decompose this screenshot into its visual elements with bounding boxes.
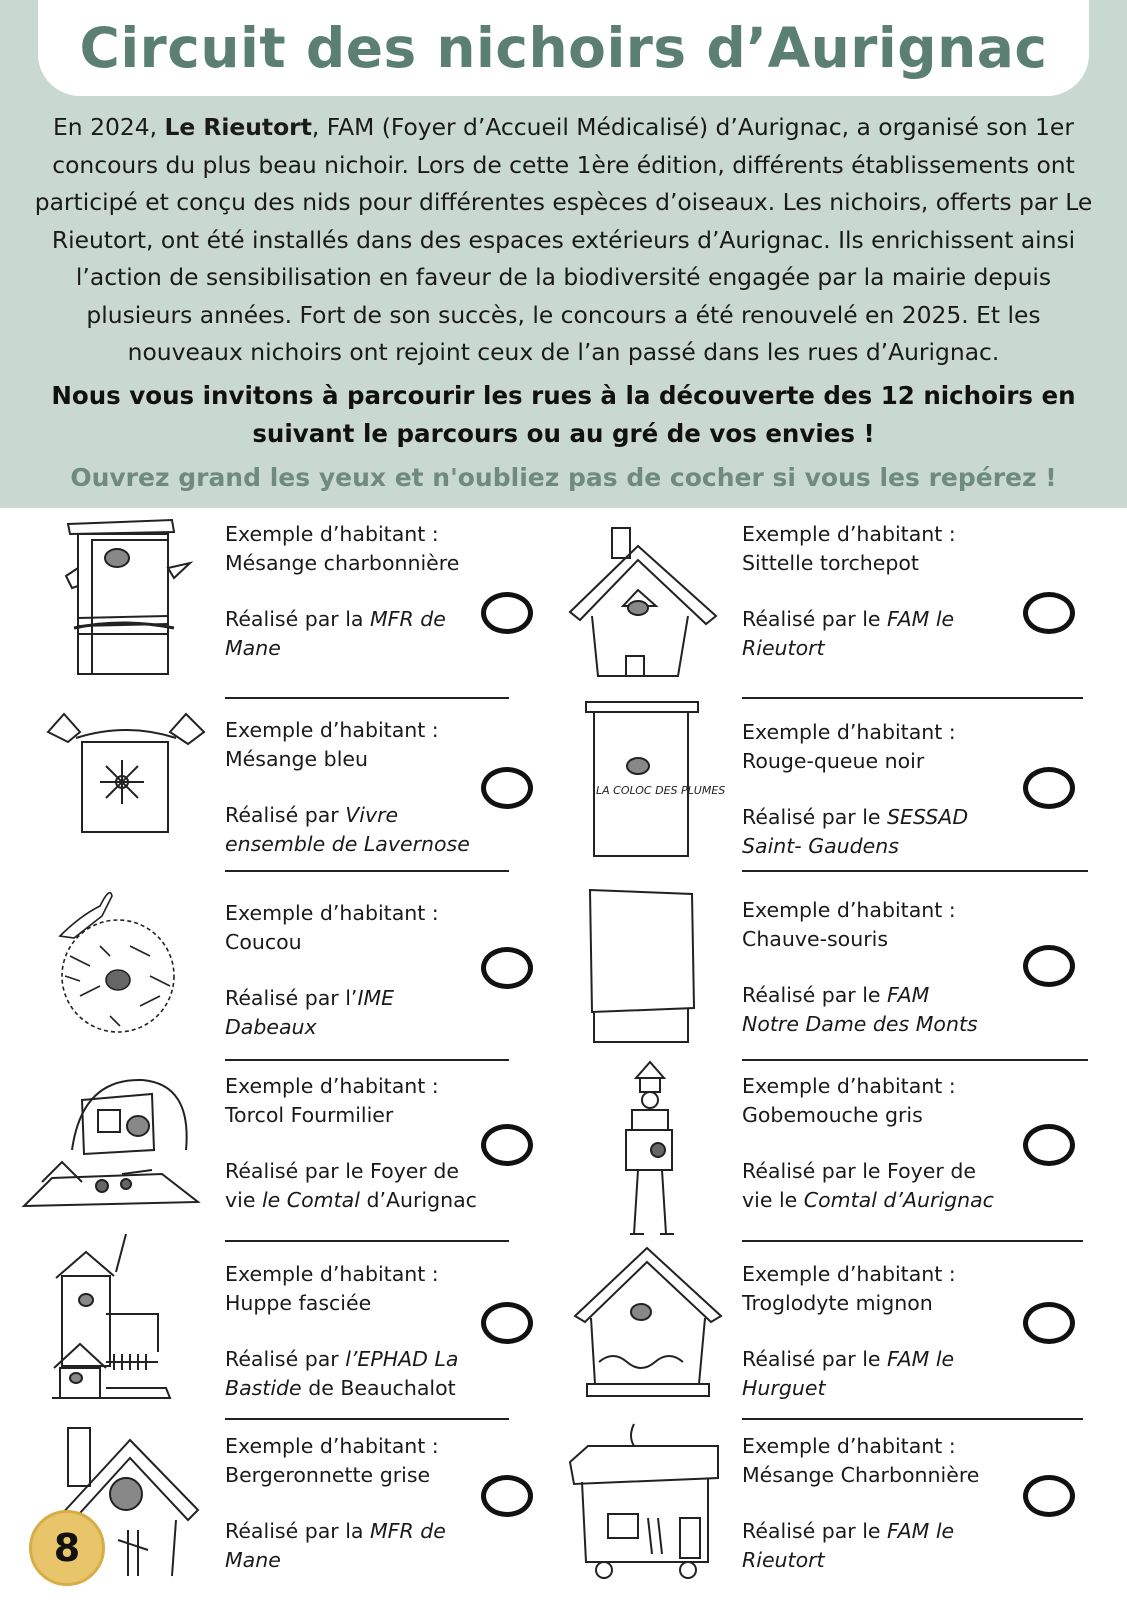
birdhouse-icon: [46, 712, 206, 837]
birdhouse-icon: [568, 1422, 724, 1582]
nest-info-11: [225, 1432, 475, 1575]
habitant-name: Rouge-queue noir: [742, 749, 925, 773]
checkbox-3[interactable]: [481, 767, 533, 809]
nest-info-7: [225, 1072, 485, 1215]
habitant-label: Exemple d’habitant :: [225, 1434, 439, 1458]
nest-icon: [50, 876, 186, 1036]
checkbox-4[interactable]: [1023, 767, 1075, 809]
intro-paragraph: [26, 109, 1101, 372]
divider: [225, 1059, 509, 1061]
nest-lettering: LA COLOC DES PLUMES: [596, 784, 726, 797]
checkbox-10[interactable]: [1023, 1302, 1075, 1344]
page-number: 8: [53, 1526, 81, 1570]
intro-prefix: En 2024,: [53, 113, 165, 141]
habitant-name: Bergeronnette grise: [225, 1463, 431, 1487]
checkbox-1[interactable]: [481, 592, 533, 634]
habitant-label: Exemple d’habitant :: [742, 522, 956, 546]
divider: [742, 870, 1088, 872]
intro-org: Le Rieutort: [164, 113, 312, 141]
habitant-name: Mésange charbonnière: [225, 551, 460, 575]
habitant-name: Coucou: [225, 930, 302, 954]
nest-info-6: [742, 896, 992, 1039]
habitant-label: Exemple d’habitant :: [742, 1074, 956, 1098]
divider: [742, 1418, 1083, 1420]
habitant-label: Exemple d’habitant :: [225, 522, 439, 546]
birdhouse-icon: [22, 1070, 206, 1212]
divider: [742, 697, 1083, 699]
checkbox-12[interactable]: [1023, 1475, 1075, 1517]
maker-credit: Réalisé par le SESSAD Saint- Gaudens: [742, 805, 969, 858]
nest-info-1: [225, 520, 475, 663]
divider: [742, 1059, 1088, 1061]
lookout-text: Ouvrez grand les yeux et n'oubliez pas de cocher si vous les repérez !: [70, 463, 1057, 492]
nest-info-5: [225, 899, 475, 1042]
habitant-name: Huppe fasciée: [225, 1291, 372, 1315]
nest-info-10: [742, 1260, 1002, 1403]
nest-info-2: [742, 520, 992, 663]
checkbox-11[interactable]: [481, 1475, 533, 1517]
maker-credit: Réalisé par la MFR de Mane: [225, 1519, 446, 1572]
maker-credit: Réalisé par l’IME Dabeaux: [225, 986, 395, 1039]
habitant-name: Chauve-souris: [742, 927, 889, 951]
habitant-name: Mésange Charbonnière: [742, 1463, 980, 1487]
bat-box-icon: [588, 888, 696, 1046]
nest-info-4: [742, 718, 992, 861]
maker-credit: Réalisé par l’EPHAD La Bastide de Beauchalot: [225, 1347, 459, 1400]
divider: [225, 697, 509, 699]
page-number-badge: [29, 1510, 105, 1586]
habitant-name: Mésange bleu: [225, 747, 368, 771]
maker-credit: Réalisé par Vivre ensemble de Lavernose: [225, 803, 470, 856]
maker-credit: Réalisé par le FAM le Hurguet: [742, 1347, 955, 1400]
habitant-label: Exemple d’habitant :: [225, 718, 439, 742]
maker-credit: Réalisé par le FAM le Rieutort: [742, 607, 955, 660]
maker-credit: Réalisé par le FAM le Rieutort: [742, 1519, 955, 1572]
habitant-name: Gobemouche gris: [742, 1103, 923, 1127]
habitant-name: Sittelle torchepot: [742, 551, 919, 575]
divider: [225, 1418, 509, 1420]
checkbox-5[interactable]: [481, 947, 533, 989]
habitant-label: Exemple d’habitant :: [742, 720, 956, 744]
habitant-label: Exemple d’habitant :: [225, 1262, 439, 1286]
checkbox-6[interactable]: [1023, 945, 1075, 987]
birdhouse-icon: [50, 1232, 174, 1404]
checkbox-8[interactable]: [1023, 1124, 1075, 1166]
habitant-label: Exemple d’habitant :: [225, 1074, 439, 1098]
habitant-label: Exemple d’habitant :: [742, 898, 956, 922]
birdhouse-icon: [62, 518, 192, 680]
habitant-name: Troglodyte mignon: [742, 1291, 933, 1315]
nest-info-8: [742, 1072, 1002, 1215]
nest-info-3: [225, 716, 475, 859]
habitant-label: Exemple d’habitant :: [742, 1262, 956, 1286]
nest-info-12: [742, 1432, 992, 1575]
maker-credit: Réalisé par le FAM Notre Dame des Monts: [742, 983, 978, 1036]
checkbox-7[interactable]: [481, 1124, 533, 1166]
habitant-label: Exemple d’habitant :: [225, 901, 439, 925]
birdhouse-icon: [573, 1246, 723, 1404]
page-title: Circuit des nichoirs d’Aurignac: [79, 16, 1048, 80]
habitant-name: Torcol Fourmilier: [225, 1103, 394, 1127]
maker-credit: Réalisé par le Foyer de vie le Comtal d’Aurignac: [225, 1159, 477, 1212]
habitant-label: Exemple d’habitant :: [742, 1434, 956, 1458]
invite-text: Nous vous invitons à parcourir les rues à la découverte des 12 nichoirs en suivant le parcours ou au gré de vos envies !: [51, 381, 1076, 448]
birdhouse-icon: [608, 1058, 690, 1240]
nest-info-9: [225, 1260, 485, 1403]
maker-credit: Réalisé par la MFR de Mane: [225, 607, 446, 660]
checkbox-2[interactable]: [1023, 592, 1075, 634]
divider: [225, 870, 509, 872]
checkbox-9[interactable]: [481, 1302, 533, 1344]
birdhouse-icon: [568, 526, 718, 686]
divider: [225, 1240, 509, 1242]
birdhouse-icon: [584, 700, 726, 858]
maker-credit: Réalisé par le Foyer de vie le Comtal d’Aurignac: [742, 1159, 994, 1212]
title-box: [38, 0, 1089, 96]
intro-body: , FAM (Foyer d’Accueil Médicalisé) d’Aurignac, a organisé son 1er concours du plus beau nichoir. Lors de cette 1ère édition, différents établissements ont participé et conçu des nids pour différentes espèces d’oiseaux. Les nichoirs, offerts par Le Rieutort, ont été installés dans des espaces extérieurs d’Aurignac. Ils enrichissent ainsi l’action de sensibilisation en faveur de la biodiversité engagée par la mairie depuis plusieurs années. Fort de son succès, le concours a été renouvelé en 2025. Et les nouveaux nichoirs ont rejoint ceux de l’an passé dans les rues d’Aurignac.: [34, 113, 1093, 366]
divider: [742, 1240, 1083, 1242]
